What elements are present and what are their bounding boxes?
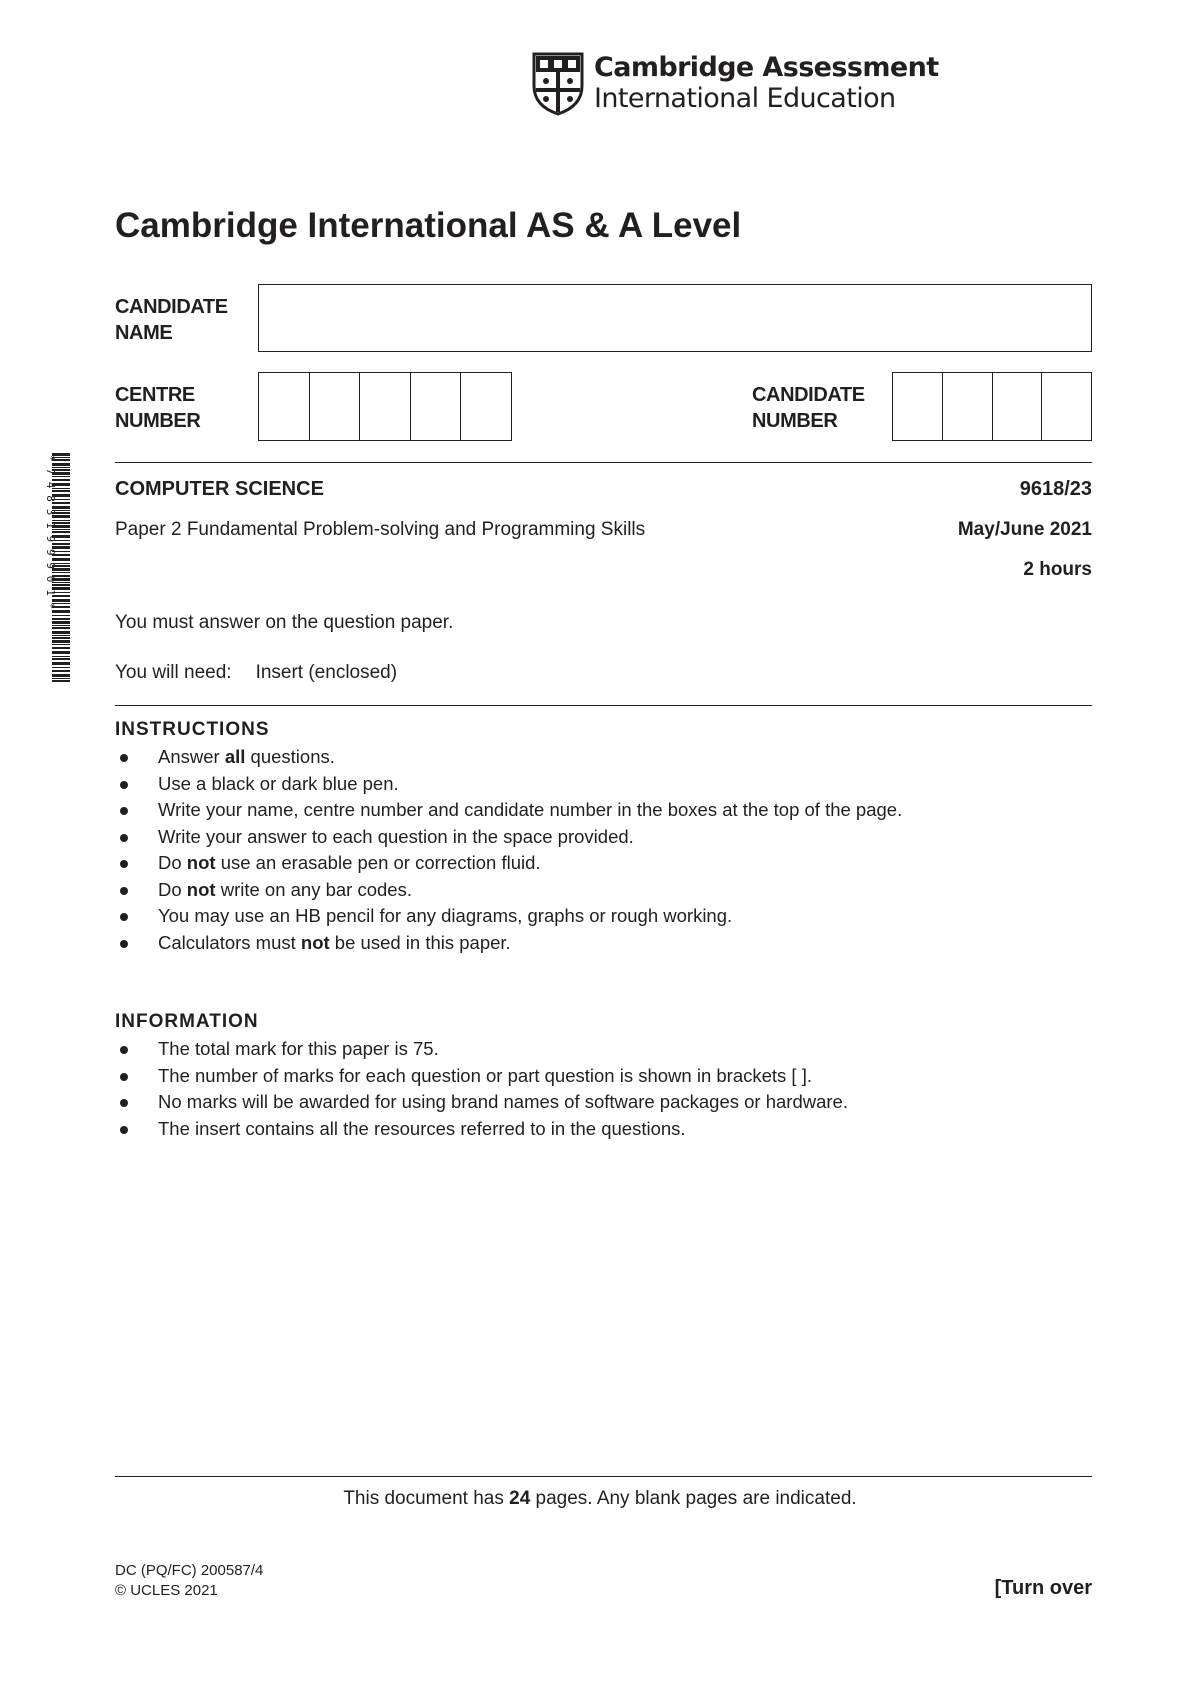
barcode-bar bbox=[52, 678, 70, 679]
paper-title: Paper 2 Fundamental Problem-solving and Programming Skills bbox=[115, 519, 646, 540]
list-item: The total mark for this paper is 75. bbox=[115, 1036, 848, 1063]
shield-crest-icon bbox=[532, 52, 584, 116]
barcode-bar bbox=[52, 640, 70, 643]
candidate-name-label: CANDIDATE NAME bbox=[115, 296, 228, 344]
list-item: Calculators must not be used in this paper. bbox=[115, 930, 902, 957]
list-item: Write your answer to each question in the space provided. bbox=[115, 824, 902, 851]
barcode-bar bbox=[52, 637, 70, 639]
candidate-name-box[interactable] bbox=[258, 284, 1092, 352]
logo-line-2: International Education bbox=[594, 83, 896, 114]
centre-digit-box[interactable] bbox=[360, 373, 411, 440]
barcode-bar bbox=[52, 618, 70, 620]
centre-digit-box[interactable] bbox=[259, 373, 310, 440]
cambridge-logo bbox=[532, 52, 939, 116]
barcode-bar bbox=[52, 625, 70, 626]
pages-note: This document has 24 pages. Any blank pages are indicated. bbox=[343, 1488, 857, 1509]
candidate-digit-box[interactable] bbox=[1042, 373, 1091, 440]
barcode-bar bbox=[52, 631, 70, 634]
divider bbox=[115, 462, 1092, 463]
barcode-bar bbox=[52, 662, 70, 665]
instructions-heading: INSTRUCTIONS bbox=[115, 719, 270, 740]
barcode-bar bbox=[52, 651, 70, 654]
qualification-title: Cambridge International AS & A Level bbox=[115, 206, 742, 245]
centre-digit-box[interactable] bbox=[310, 373, 361, 440]
barcode-bar bbox=[52, 627, 70, 629]
information-heading: INFORMATION bbox=[115, 1011, 259, 1032]
candidate-digit-box[interactable] bbox=[993, 373, 1043, 440]
centre-number-boxes bbox=[258, 372, 512, 441]
list-item: You may use an HB pencil for any diagrams, graphs or rough working. bbox=[115, 903, 902, 930]
barcode-bar bbox=[52, 680, 70, 682]
list-item: Answer all questions. bbox=[115, 744, 902, 771]
list-item: The number of marks for each question or part question is shown in brackets [ ]. bbox=[115, 1063, 848, 1090]
exam-duration: 2 hours bbox=[1023, 559, 1092, 580]
barcode-bar bbox=[52, 621, 70, 624]
paper-code: 9618/23 bbox=[1019, 478, 1092, 500]
subject-title: COMPUTER SCIENCE bbox=[115, 478, 324, 500]
barcode-bar bbox=[52, 667, 70, 668]
barcode-bar bbox=[52, 647, 70, 649]
centre-digit-box[interactable] bbox=[411, 373, 462, 440]
exam-session: May/June 2021 bbox=[957, 519, 1092, 540]
candidate-digit-box[interactable] bbox=[943, 373, 993, 440]
materials-label: You will need: bbox=[115, 662, 232, 683]
centre-digit-box[interactable] bbox=[461, 373, 511, 440]
answer-note: You must answer on the question paper. bbox=[115, 612, 454, 633]
list-item: The insert contains all the resources referred to in the questions. bbox=[115, 1116, 848, 1143]
document-code: DC (PQ/FC) 200587/4 bbox=[115, 1562, 264, 1579]
candidate-digit-box[interactable] bbox=[893, 373, 943, 440]
barcode-bar bbox=[52, 674, 70, 677]
candidate-number-boxes bbox=[892, 372, 1092, 441]
instructions-list bbox=[115, 744, 902, 956]
list-item: No marks will be awarded for using brand names of software packages or hardware. bbox=[115, 1089, 848, 1116]
materials-needed bbox=[115, 662, 397, 684]
barcode-bar bbox=[52, 644, 70, 645]
barcode-text: *7483199901* bbox=[44, 455, 57, 617]
divider bbox=[115, 1476, 1092, 1477]
barcode-bar bbox=[52, 635, 70, 636]
barcode bbox=[40, 453, 70, 685]
materials-value: Insert (enclosed) bbox=[255, 662, 398, 683]
barcode-bar bbox=[52, 670, 70, 672]
barcode-bar bbox=[52, 656, 70, 657]
candidate-number-label: CANDIDATE NUMBER bbox=[752, 384, 865, 432]
list-item: Write your name, centre number and candidate number in the boxes at the top of the page. bbox=[115, 797, 902, 824]
list-item: Do not write on any bar codes. bbox=[115, 877, 902, 904]
information-list bbox=[115, 1036, 848, 1142]
turn-over-note: [Turn over bbox=[994, 1577, 1092, 1599]
list-item: Do not use an erasable pen or correction fluid. bbox=[115, 850, 902, 877]
logo-line-1: Cambridge Assessment bbox=[594, 52, 939, 83]
list-item: Use a black or dark blue pen. bbox=[115, 771, 902, 798]
barcode-bar bbox=[52, 658, 70, 660]
copyright: © UCLES 2021 bbox=[115, 1582, 218, 1599]
centre-number-label: CENTRE NUMBER bbox=[115, 384, 201, 432]
divider bbox=[115, 705, 1092, 706]
